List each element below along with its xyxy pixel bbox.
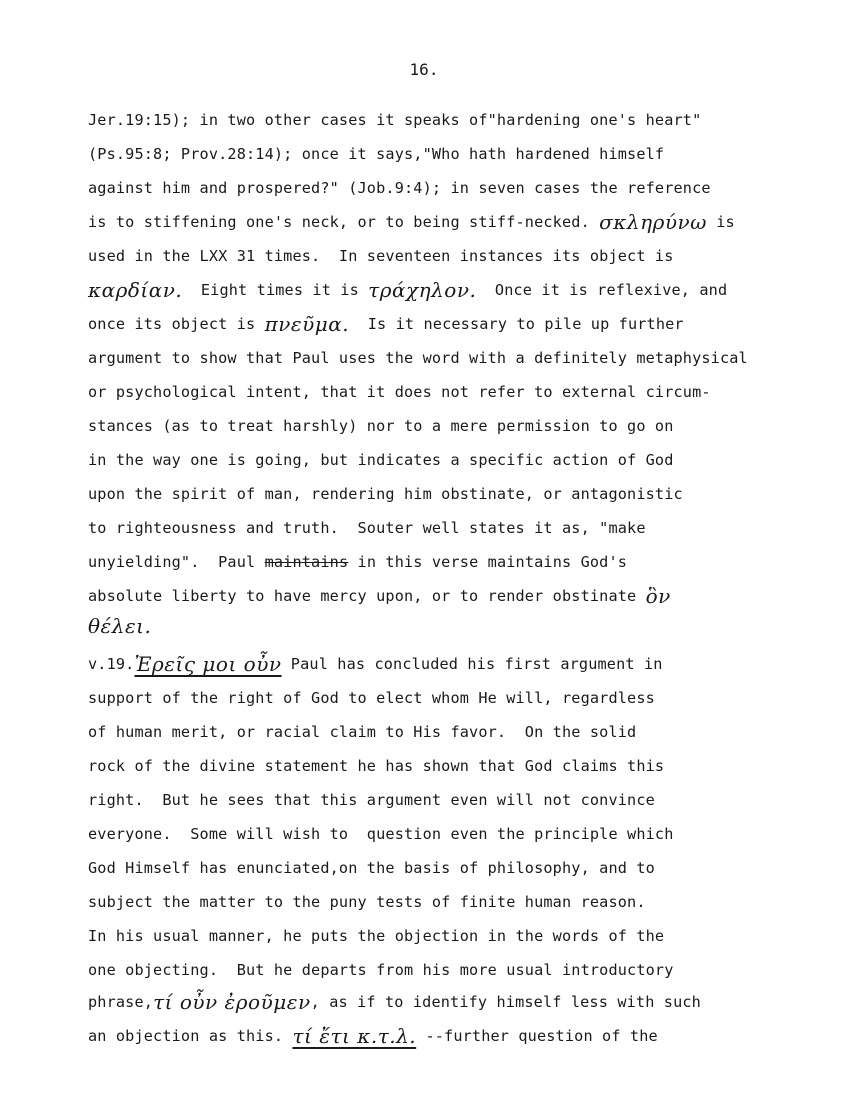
text-line xyxy=(88,448,674,472)
line-text: everyone. Some will wish to question even the principle which xyxy=(88,825,674,843)
line-text: upon the spirit of man, rendering him obstinate, or antagonistic xyxy=(88,485,683,503)
text-line xyxy=(88,550,627,574)
greek-word: πνεῦμα. xyxy=(264,312,350,336)
text-line xyxy=(88,958,674,982)
line-text: Is it necessary to pile up further xyxy=(349,315,684,333)
line-text: Eight times it is xyxy=(182,281,369,299)
text-line xyxy=(88,278,727,302)
line-text: Once it is reflexive, and xyxy=(476,281,728,299)
text-line xyxy=(88,346,748,370)
page-number: 16. xyxy=(409,60,439,79)
text-line xyxy=(88,108,701,132)
line-text: subject the matter to the puny tests of finite human reason. xyxy=(88,893,646,911)
line-text: of human merit, or racial claim to His favor. On the solid xyxy=(88,723,637,741)
text-line xyxy=(88,414,674,438)
line-text: Paul has concluded his first argument in xyxy=(281,655,663,673)
line-text: used in the LXX 31 times. In seventeen instances its object is xyxy=(88,247,674,265)
line-text: against him and prospered?" (Job.9:4); in seven cases the reference xyxy=(88,179,711,197)
line-text: phrase, xyxy=(88,993,154,1011)
text-line xyxy=(88,856,655,880)
text-line xyxy=(88,516,646,540)
line-text: In his usual manner, he puts the objection in the words of the xyxy=(88,927,665,945)
line-text: is xyxy=(706,213,735,231)
greek-word: σκληρύνω xyxy=(599,210,707,234)
line-text: or psychological intent, that it does not refer to external circum- xyxy=(88,383,711,401)
line-text: support of the right of God to elect whom He will, regardless xyxy=(88,689,655,707)
greek-phrase: τί οὖν ἐροῦμεν xyxy=(153,990,311,1014)
text-line xyxy=(88,380,711,404)
text-line xyxy=(88,482,683,506)
text-line xyxy=(88,584,671,608)
text-line xyxy=(88,312,684,336)
text-line xyxy=(88,1024,658,1048)
greek-phrase: τί ἔτι κ.τ.λ. xyxy=(292,1024,417,1048)
line-text: right. But he sees that this argument even will not convince xyxy=(88,791,655,809)
struck-word: maintains xyxy=(264,553,349,571)
line-text: stances (as to treat harshly) nor to a mere permission to go on xyxy=(88,417,674,435)
line-text: God Himself has enunciated,on the basis of philosophy, and to xyxy=(88,859,655,877)
line-text: once its object is xyxy=(88,315,265,333)
line-text: --further question of the xyxy=(416,1027,658,1045)
line-text: , as if to identify himself less with such xyxy=(310,993,701,1011)
text-line xyxy=(88,614,151,638)
line-text: Jer.19:15); in two other cases it speaks of"hardening one's heart" xyxy=(88,111,702,129)
text-line xyxy=(88,822,674,846)
greek-word: ὃν xyxy=(645,584,671,608)
text-line xyxy=(88,210,735,234)
greek-word: θέλει. xyxy=(88,614,152,638)
greek-word: καρδίαν. xyxy=(88,278,183,302)
line-text: one objecting. But he departs from his more usual introductory xyxy=(88,961,674,979)
line-text: absolute liberty to have mercy upon, or to render obstinate xyxy=(88,587,646,605)
line-text: in this verse maintains God's xyxy=(348,553,628,571)
line-text: rock of the divine statement he has shown that God claims this xyxy=(88,757,665,775)
text-line xyxy=(88,244,674,268)
text-line xyxy=(88,890,646,914)
greek-phrase: Ἐρεῖς μοι οὖν xyxy=(134,652,282,676)
line-text: is to stiffening one's neck, or to being stiff-necked. xyxy=(88,213,600,231)
line-text: unyielding". Paul xyxy=(88,553,265,571)
text-line xyxy=(88,990,701,1014)
verse-label: v.19. xyxy=(88,655,135,673)
line-text: argument to show that Paul uses the word with a definitely metaphysical xyxy=(88,349,748,367)
text-line xyxy=(88,924,664,948)
text-line xyxy=(88,142,664,166)
line-text: (Ps.95:8; Prov.28:14); once it says,"Who hath hardened himself xyxy=(88,145,665,163)
greek-word: τράχηλον. xyxy=(368,278,477,302)
text-line xyxy=(88,686,655,710)
text-line xyxy=(88,176,711,200)
text-line xyxy=(88,720,636,744)
text-line xyxy=(88,652,663,676)
line-text: in the way one is going, but indicates a specific action of God xyxy=(88,451,674,469)
line-text: an objection as this. xyxy=(88,1027,293,1045)
line-text: to righteousness and truth. Souter well states it as, "make xyxy=(88,519,646,537)
text-line xyxy=(88,754,664,778)
text-line xyxy=(88,788,655,812)
